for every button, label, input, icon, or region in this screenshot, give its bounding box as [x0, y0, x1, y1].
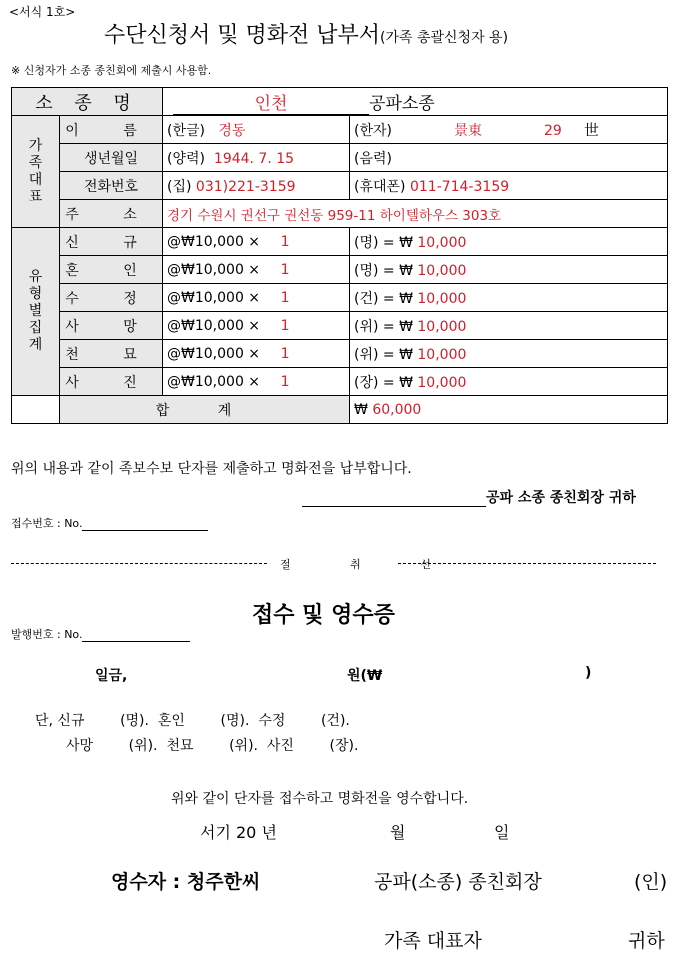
name-hanja-value: 景東	[454, 123, 482, 139]
name-label: 이 름	[60, 116, 163, 144]
type-qty: 1	[280, 233, 290, 250]
form-number: <서식 1호>	[9, 5, 76, 19]
type-group-label: 유형별집계	[12, 228, 60, 396]
type-row	[12, 368, 668, 396]
type-price-cell[interactable]: @₩10,000 × 1	[163, 340, 350, 368]
birth-cell[interactable]: (양력) 1944. 7. 15	[163, 144, 350, 172]
total-currency: ₩	[354, 401, 368, 418]
receipt-breakdown-line1: 단, 신규 (명). 혼인 (명). 수정 (건).	[35, 713, 350, 729]
type-price-cell[interactable]: @₩10,000 × 1	[163, 228, 350, 256]
issue-number-blank[interactable]	[82, 629, 190, 642]
total-amount: 60,000	[372, 401, 422, 418]
submission-addressee: 공파 소종 종친회장 귀하	[486, 490, 636, 506]
type-amount-cell[interactable]: (위) = ₩ 10,000	[350, 312, 668, 340]
type-amount-cell[interactable]: (위) = ₩ 10,000	[350, 340, 668, 368]
receipt-title: 접수 및 영수증	[252, 603, 395, 628]
seal-mark: (인)	[634, 871, 668, 893]
issue-number-field[interactable]: 발행번호 : No.	[11, 626, 190, 642]
type-qty: 1	[280, 317, 290, 334]
type-qty: 1	[280, 289, 290, 306]
receiver-label: 영수자 : 청주한씨	[111, 871, 261, 893]
type-row	[12, 256, 668, 284]
type-amount: 10,000	[417, 262, 467, 279]
type-row	[12, 284, 668, 312]
clan-name-field[interactable]	[163, 88, 668, 116]
mobile-phone-value: 011-714-3159	[409, 178, 510, 195]
home-phone-value: 031)221-3159	[195, 178, 296, 195]
type-label: 혼 인	[60, 256, 163, 284]
type-qty: 1	[280, 261, 290, 278]
type-price-cell[interactable]: @₩10,000 × 1	[163, 368, 350, 396]
type-label: 천 묘	[60, 340, 163, 368]
clan-region: 인천	[173, 89, 369, 115]
type-label: 신 규	[60, 228, 163, 256]
address-value[interactable]: 경기 수원시 권선구 권선동 959-11 하이텔하우스 303호	[163, 200, 668, 228]
amount-prefix: 일금,	[95, 668, 128, 684]
birth-label: 생년월일	[60, 144, 163, 172]
clan-label: 소 종 명	[12, 88, 163, 116]
phone-label: 전화번호	[60, 172, 163, 200]
type-amount: 10,000	[417, 234, 467, 251]
date-month: 월	[390, 823, 406, 842]
clan-suffix: 공파소종	[369, 93, 435, 114]
type-row	[12, 312, 668, 340]
cut-line-label: 절 취 선	[280, 558, 459, 571]
receipt-statement: 위와 같이 단자를 접수하고 명화전을 영수합니다.	[171, 791, 469, 807]
title-main: 수단신청서 및 명화전 납부서	[104, 23, 381, 48]
cut-line-left	[11, 563, 267, 564]
home-phone-cell[interactable]: (집) 031)221-3159	[163, 172, 350, 200]
type-label: 사 진	[60, 368, 163, 396]
type-amount-cell[interactable]: (건) = ₩ 10,000	[350, 284, 668, 312]
type-qty: 1	[280, 345, 290, 362]
rep-group-label: 가족대표	[12, 116, 60, 228]
address-label: 주 소	[60, 200, 163, 228]
total-spacer	[12, 396, 60, 424]
amount-won: 원(₩	[347, 668, 383, 684]
type-row	[12, 340, 668, 368]
generation-unit: 世	[584, 121, 600, 139]
usage-note: ※ 신청자가 소종 종친회에 제출시 사용함.	[11, 64, 212, 77]
cut-line-right	[398, 563, 656, 564]
mobile-phone-cell[interactable]: (휴대폰) 011-714-3159	[350, 172, 668, 200]
type-label: 사 망	[60, 312, 163, 340]
total-cell[interactable]	[350, 396, 668, 424]
date-year: 서기 20 년	[200, 823, 277, 842]
type-amount: 10,000	[417, 374, 467, 391]
honorific-label: 귀하	[628, 930, 665, 952]
type-price-cell[interactable]: @₩10,000 × 1	[163, 312, 350, 340]
receiver-org: 공파(소종) 종친회장	[374, 871, 542, 893]
type-amount: 10,000	[417, 318, 467, 335]
receipt-number-field[interactable]: 접수번호 : No.	[11, 515, 208, 531]
type-amount: 10,000	[417, 346, 467, 363]
submission-statement: 위의 내용과 같이 족보수보 단자를 제출하고 명화전을 납부합니다.	[11, 461, 412, 477]
type-row	[12, 228, 668, 256]
recipient-label: 가족 대표자	[384, 930, 482, 952]
page-title	[104, 18, 508, 49]
submission-addressee-line[interactable]	[302, 487, 636, 507]
name-hanja-cell[interactable]: (한자) 景東 29 世	[350, 116, 668, 144]
name-hangul-value: 경동	[218, 122, 246, 139]
birth-lunar-cell[interactable]: (음력)	[350, 144, 668, 172]
application-form-table	[11, 87, 668, 424]
type-price-cell[interactable]: @₩10,000 × 1	[163, 256, 350, 284]
date-day: 일	[494, 823, 510, 842]
type-price-cell[interactable]: @₩10,000 × 1	[163, 284, 350, 312]
title-suffix: (가족 총괄신청자 용)	[380, 30, 509, 46]
type-qty: 1	[280, 373, 290, 390]
type-amount-cell[interactable]: (장) = ₩ 10,000	[350, 368, 668, 396]
type-amount-cell[interactable]: (명) = ₩ 10,000	[350, 256, 668, 284]
receipt-number-blank[interactable]	[82, 518, 208, 531]
signature-line[interactable]	[302, 490, 486, 507]
birth-value: 1944. 7. 15	[213, 150, 295, 167]
receipt-breakdown-line2: 사망 (위). 천묘 (위). 사진 (장).	[66, 738, 359, 754]
total-label: 합 계	[60, 396, 350, 424]
amount-close: )	[585, 665, 592, 681]
generation-value: 29	[544, 123, 562, 139]
type-amount-cell[interactable]: (명) = ₩ 10,000	[350, 228, 668, 256]
type-label: 수 정	[60, 284, 163, 312]
name-hangul-cell[interactable]: (한글) 경동	[163, 116, 350, 144]
type-amount: 10,000	[417, 290, 467, 307]
